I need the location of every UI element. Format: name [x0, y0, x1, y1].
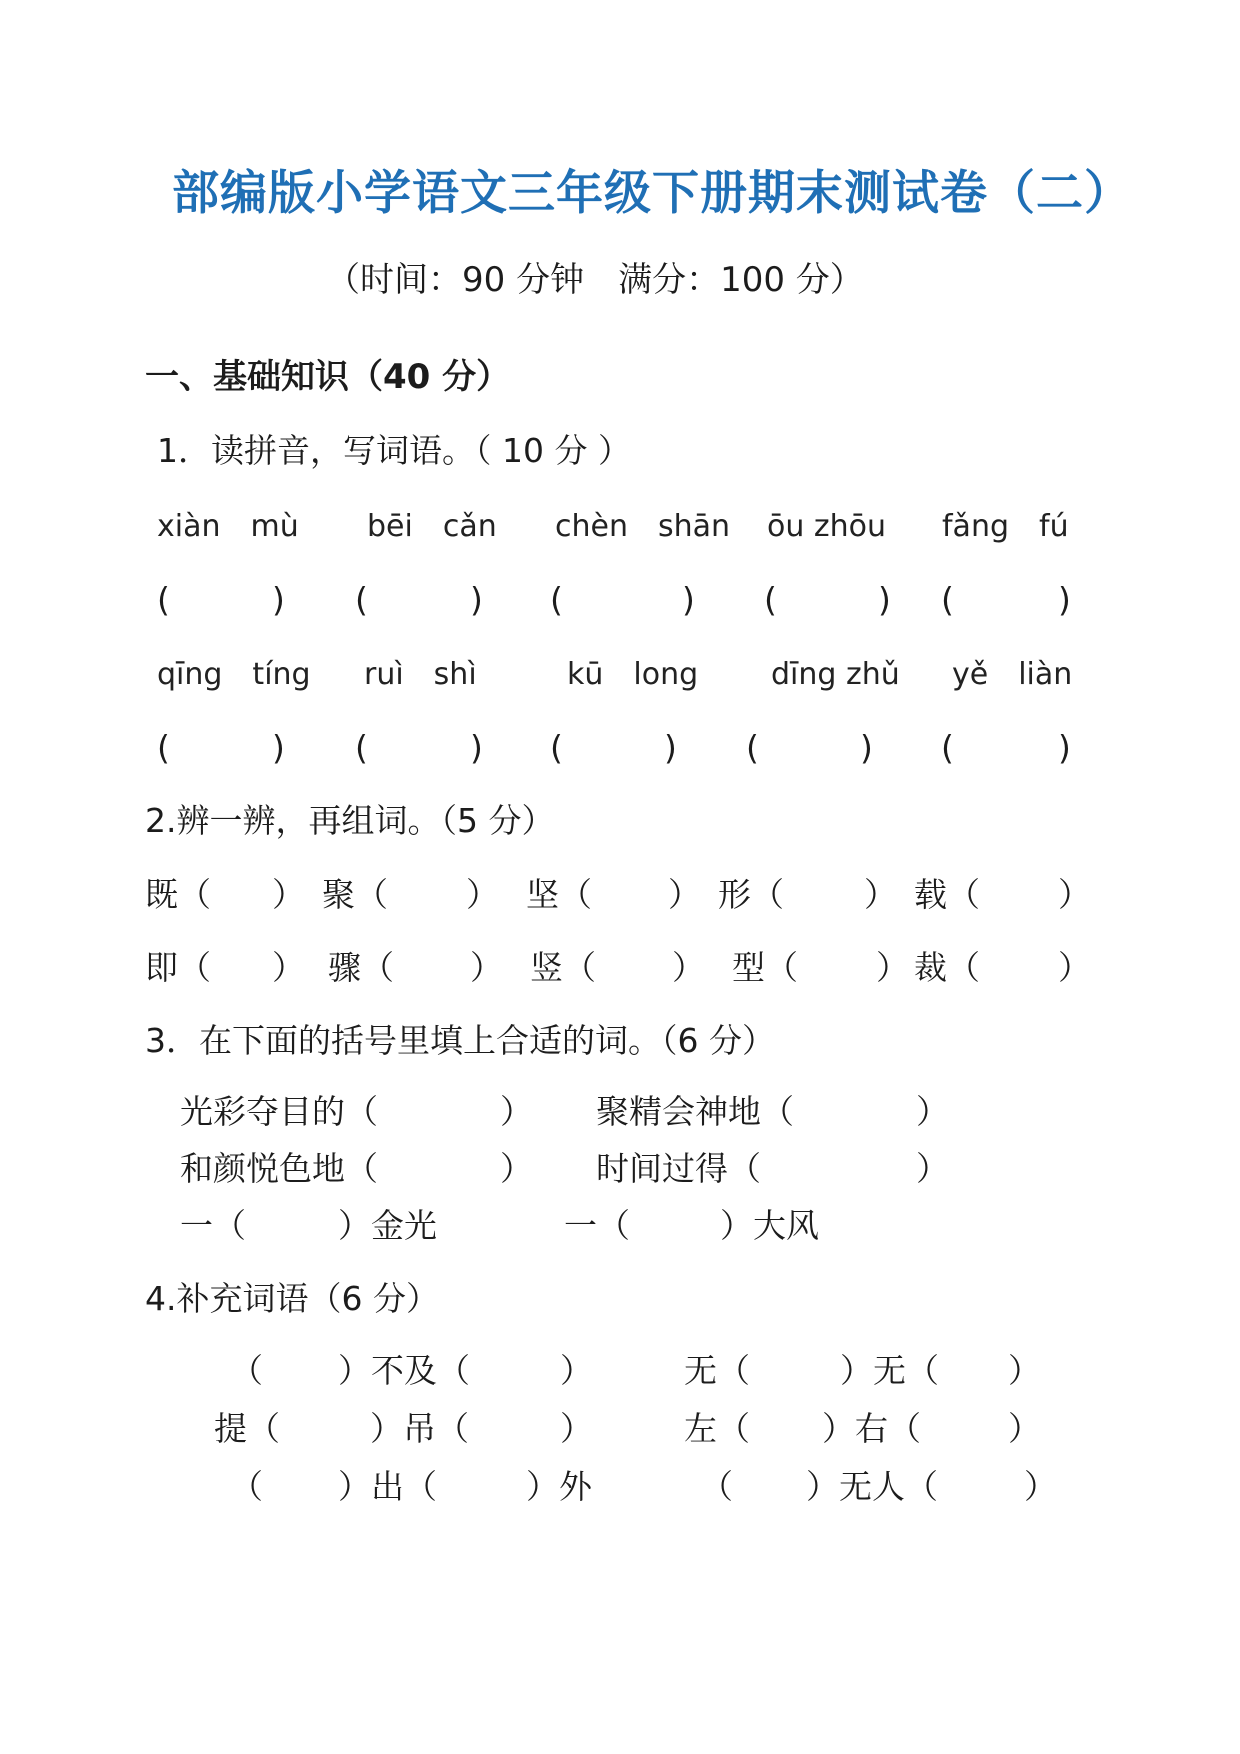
fill-phrase[interactable]: 光彩夺目的（	[180, 1092, 378, 1131]
bracket-close: ）	[470, 948, 503, 987]
bracket-close: ）	[500, 1149, 533, 1188]
answer-bracket-open[interactable]: (	[355, 728, 368, 767]
bracket-close: ）	[864, 875, 897, 914]
idiom-part[interactable]: （	[230, 1467, 263, 1506]
bracket-close: ）	[272, 948, 305, 987]
char-with-blank[interactable]: 骤（	[328, 948, 394, 987]
answer-bracket-close: )	[878, 580, 891, 619]
answer-bracket-close: )	[470, 728, 483, 767]
pinyin-item: ōu zhōu	[767, 509, 887, 544]
fill-phrase-end: ）大风	[720, 1206, 819, 1245]
idiom-part[interactable]: ）无（	[840, 1351, 939, 1390]
bracket-close: ）	[916, 1092, 949, 1131]
answer-bracket-open[interactable]: (	[355, 580, 368, 619]
pinyin-item: xiàn mù	[157, 509, 299, 544]
pinyin-item: bēi cǎn	[367, 509, 497, 544]
answer-bracket-close: )	[272, 728, 285, 767]
bracket-close: ）	[668, 875, 701, 914]
idiom-part[interactable]: 左（	[684, 1409, 750, 1448]
answer-bracket-open[interactable]: (	[157, 580, 170, 619]
fill-phrase[interactable]: 时间过得（	[596, 1149, 761, 1188]
idiom-part[interactable]: 无（	[684, 1351, 750, 1390]
char-with-blank[interactable]: 即（	[145, 948, 211, 987]
idiom-part[interactable]: ）无人（	[806, 1467, 938, 1506]
bracket-close: ）	[466, 875, 499, 914]
char-with-blank[interactable]: 裁（	[914, 948, 980, 987]
bracket-close: ）	[916, 1149, 949, 1188]
bracket-close: ）	[500, 1092, 533, 1131]
idiom-part: ）外	[526, 1467, 592, 1506]
answer-bracket-open[interactable]: (	[550, 728, 563, 767]
pinyin-item: fǎng fú	[942, 509, 1069, 544]
answer-bracket-close: )	[1058, 728, 1071, 767]
idiom-part[interactable]: （	[230, 1351, 263, 1390]
bracket-close: ）	[876, 948, 909, 987]
answer-bracket-open[interactable]: (	[157, 728, 170, 767]
bracket-close: ）	[672, 948, 705, 987]
pinyin-item: yě liàn	[952, 657, 1073, 692]
pinyin-item: ruì shì	[364, 657, 477, 692]
answer-bracket-open[interactable]: (	[941, 728, 954, 767]
fill-phrase-end: ）金光	[338, 1206, 437, 1245]
char-with-blank[interactable]: 竖（	[530, 948, 596, 987]
answer-bracket-close: )	[272, 580, 285, 619]
idiom-part: ）	[1024, 1467, 1057, 1506]
idiom-part: ）	[560, 1409, 593, 1448]
char-with-blank[interactable]: 形（	[718, 875, 784, 914]
idiom-part[interactable]: ）吊（	[370, 1409, 469, 1448]
char-with-blank[interactable]: 聚（	[322, 875, 388, 914]
answer-bracket-open[interactable]: (	[764, 580, 777, 619]
question-3-label: 3．在下面的括号里填上合适的词。（6 分）	[145, 1021, 775, 1060]
bracket-close: ）	[1058, 875, 1091, 914]
idiom-part: ）	[1008, 1351, 1041, 1390]
char-with-blank[interactable]: 型（	[732, 948, 798, 987]
question-2-label: 2.辨一辨，再组词。（5 分）	[145, 801, 555, 840]
answer-bracket-close: )	[470, 580, 483, 619]
question-4-label: 4.补充词语（6 分）	[145, 1279, 439, 1318]
page-title: 部编版小学语文三年级下册期末测试卷（二）	[172, 166, 1132, 221]
fill-phrase[interactable]: 一（	[180, 1206, 246, 1245]
pinyin-item: qīng tíng	[157, 657, 311, 692]
answer-bracket-close: )	[682, 580, 695, 619]
answer-bracket-open[interactable]: (	[746, 728, 759, 767]
answer-bracket-open[interactable]: (	[550, 580, 563, 619]
pinyin-item: kū long	[567, 657, 699, 692]
answer-bracket-close: )	[1058, 580, 1071, 619]
fill-phrase[interactable]: 聚精会神地（	[596, 1092, 794, 1131]
idiom-part: ）	[560, 1351, 593, 1390]
exam-info: （时间：90 分钟 满分：100 分）	[326, 260, 864, 300]
pinyin-item: chèn shān	[555, 509, 731, 544]
fill-phrase[interactable]: 一（	[564, 1206, 630, 1245]
char-with-blank[interactable]: 既（	[145, 875, 211, 914]
char-with-blank[interactable]: 坚（	[526, 875, 592, 914]
idiom-part: ）	[1008, 1409, 1041, 1448]
idiom-part[interactable]: ）出（	[338, 1467, 437, 1506]
char-with-blank[interactable]: 载（	[914, 875, 980, 914]
idiom-part[interactable]: ）右（	[822, 1409, 921, 1448]
section-heading: 一、基础知识（40 分）	[145, 357, 511, 397]
question-1-label: 1．读拼音，写词语。（ 10 分 ）	[157, 431, 631, 470]
idiom-part[interactable]: （	[700, 1467, 733, 1506]
answer-bracket-open[interactable]: (	[941, 580, 954, 619]
idiom-part[interactable]: ）不及（	[338, 1351, 470, 1390]
bracket-close: ）	[1058, 948, 1091, 987]
answer-bracket-close: )	[664, 728, 677, 767]
fill-phrase[interactable]: 和颜悦色地（	[180, 1149, 378, 1188]
pinyin-item: dīng zhǔ	[771, 657, 900, 692]
answer-bracket-close: )	[860, 728, 873, 767]
idiom-part[interactable]: 提（	[214, 1409, 280, 1448]
bracket-close: ）	[272, 875, 305, 914]
